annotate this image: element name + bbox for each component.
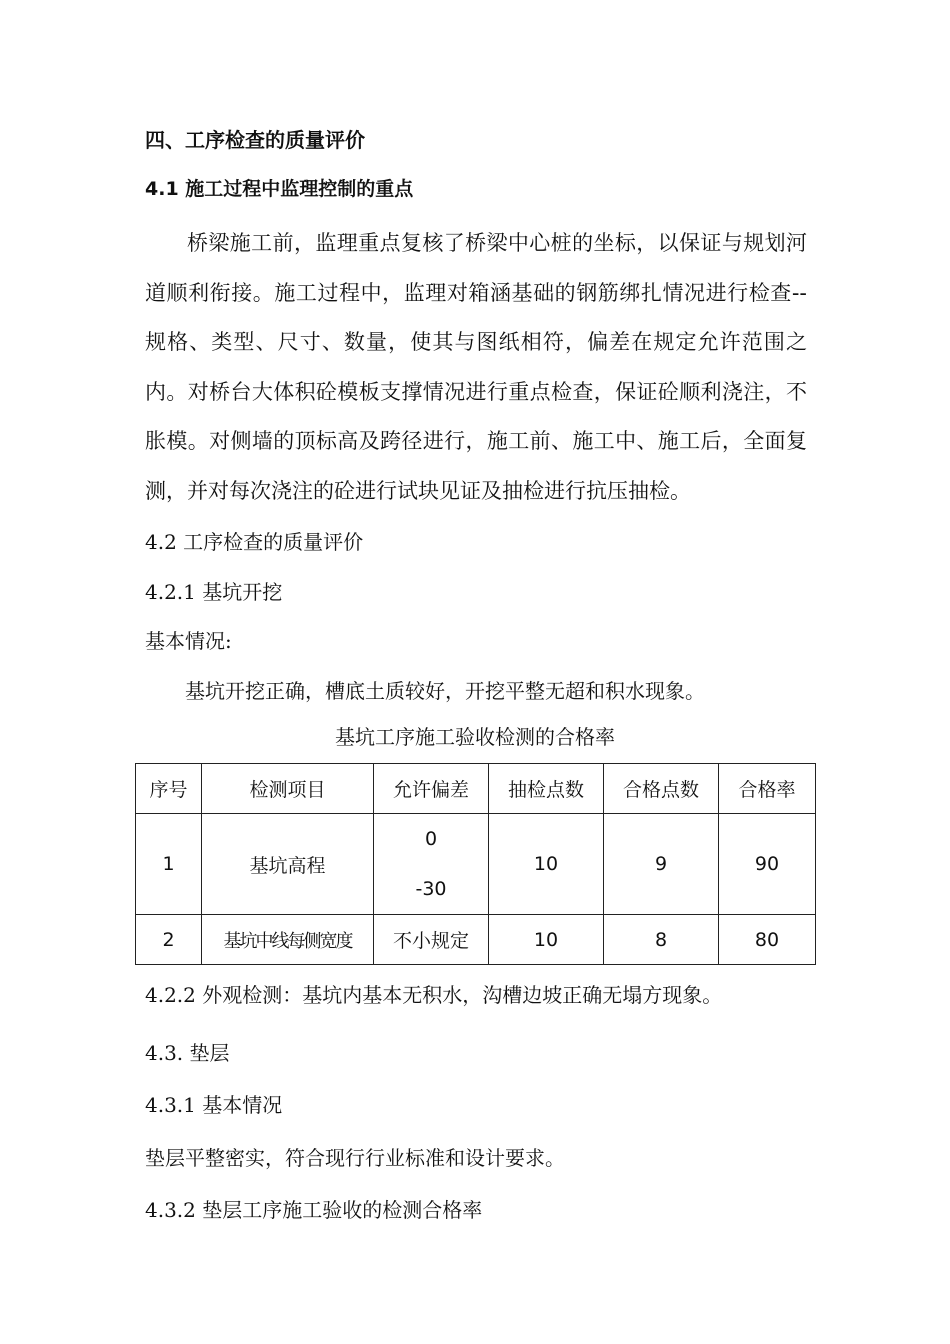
check-item: 基坑中线每侧宽度 [202, 915, 374, 965]
basic-situation-label: 基本情况: [145, 629, 232, 653]
section-subtitle: 4.1 施工过程中监理控制的重点 [145, 178, 414, 200]
heading-4-3-1: 4.3.1 基本情况 [145, 1093, 283, 1117]
heading-4-3: 4.3. 垫层 [145, 1041, 230, 1065]
table-row [136, 814, 816, 915]
inspection-table [135, 763, 816, 965]
sampled-points: 10 [489, 915, 604, 965]
check-item: 基坑高程 [202, 814, 374, 915]
tolerance-cell: 不小规定 [374, 915, 489, 965]
tolerance-cell [374, 814, 489, 915]
header-cell: 检测项目 [202, 764, 374, 814]
row-number: 2 [136, 915, 202, 965]
row-number: 1 [136, 814, 202, 915]
passed-points: 9 [604, 814, 719, 915]
pass-rate: 80 [719, 915, 816, 965]
intro-paragraph: 桥梁施工前，监理重点复核了桥梁中心桩的坐标，以保证与规划河道顺利衔接。施工过程中，监理对箱涵基础的钢筋绑扎情况进行检查--规格、类型、尺寸、数量，使其与图纸相符，偏差在规定允许范围之内。对桥台大体积砼模板支撑情况进行重点检查，保证砼顺利浇注，不胀模。对侧墙的顶标高及跨径进行，施工前、施工中、施工后，全面复测，并对每次浇注的砼进行试块见证及抽检进行抗压抽检。 [145, 231, 807, 503]
header-cell: 允许偏差 [374, 764, 489, 814]
header-cell: 序号 [136, 764, 202, 814]
cushion-text: 垫层平整密实，符合现行行业标准和设计要求。 [145, 1146, 565, 1170]
header-cell: 抽检点数 [489, 764, 604, 814]
passed-points: 8 [604, 915, 719, 965]
header-cell: 合格点数 [604, 764, 719, 814]
heading-4-2-2: 4.2.2 外观检测：基坑内基本无积水，沟槽边坡正确无塌方现象。 [145, 983, 723, 1007]
table-header-row [136, 764, 816, 814]
tolerance-lower: -30 [415, 878, 447, 900]
heading-4-2: 4.2 工序检查的质量评价 [145, 530, 364, 554]
sampled-points: 10 [489, 814, 604, 915]
heading-4-3-2: 4.3.2 垫层工序施工验收的检测合格率 [145, 1198, 483, 1222]
table-row [136, 915, 816, 965]
pass-rate: 90 [719, 814, 816, 915]
section-title: 四、工序检查的质量评价 [145, 128, 365, 152]
heading-4-2-1: 4.2.1 基坑开挖 [145, 580, 283, 604]
header-cell: 合格率 [719, 764, 816, 814]
tolerance-upper: 0 [424, 828, 438, 850]
basic-situation-text: 基坑开挖正确，槽底土质较好，开挖平整无超和积水现象。 [185, 679, 705, 703]
table-caption: 基坑工序施工验收检测的合格率 [335, 725, 615, 749]
